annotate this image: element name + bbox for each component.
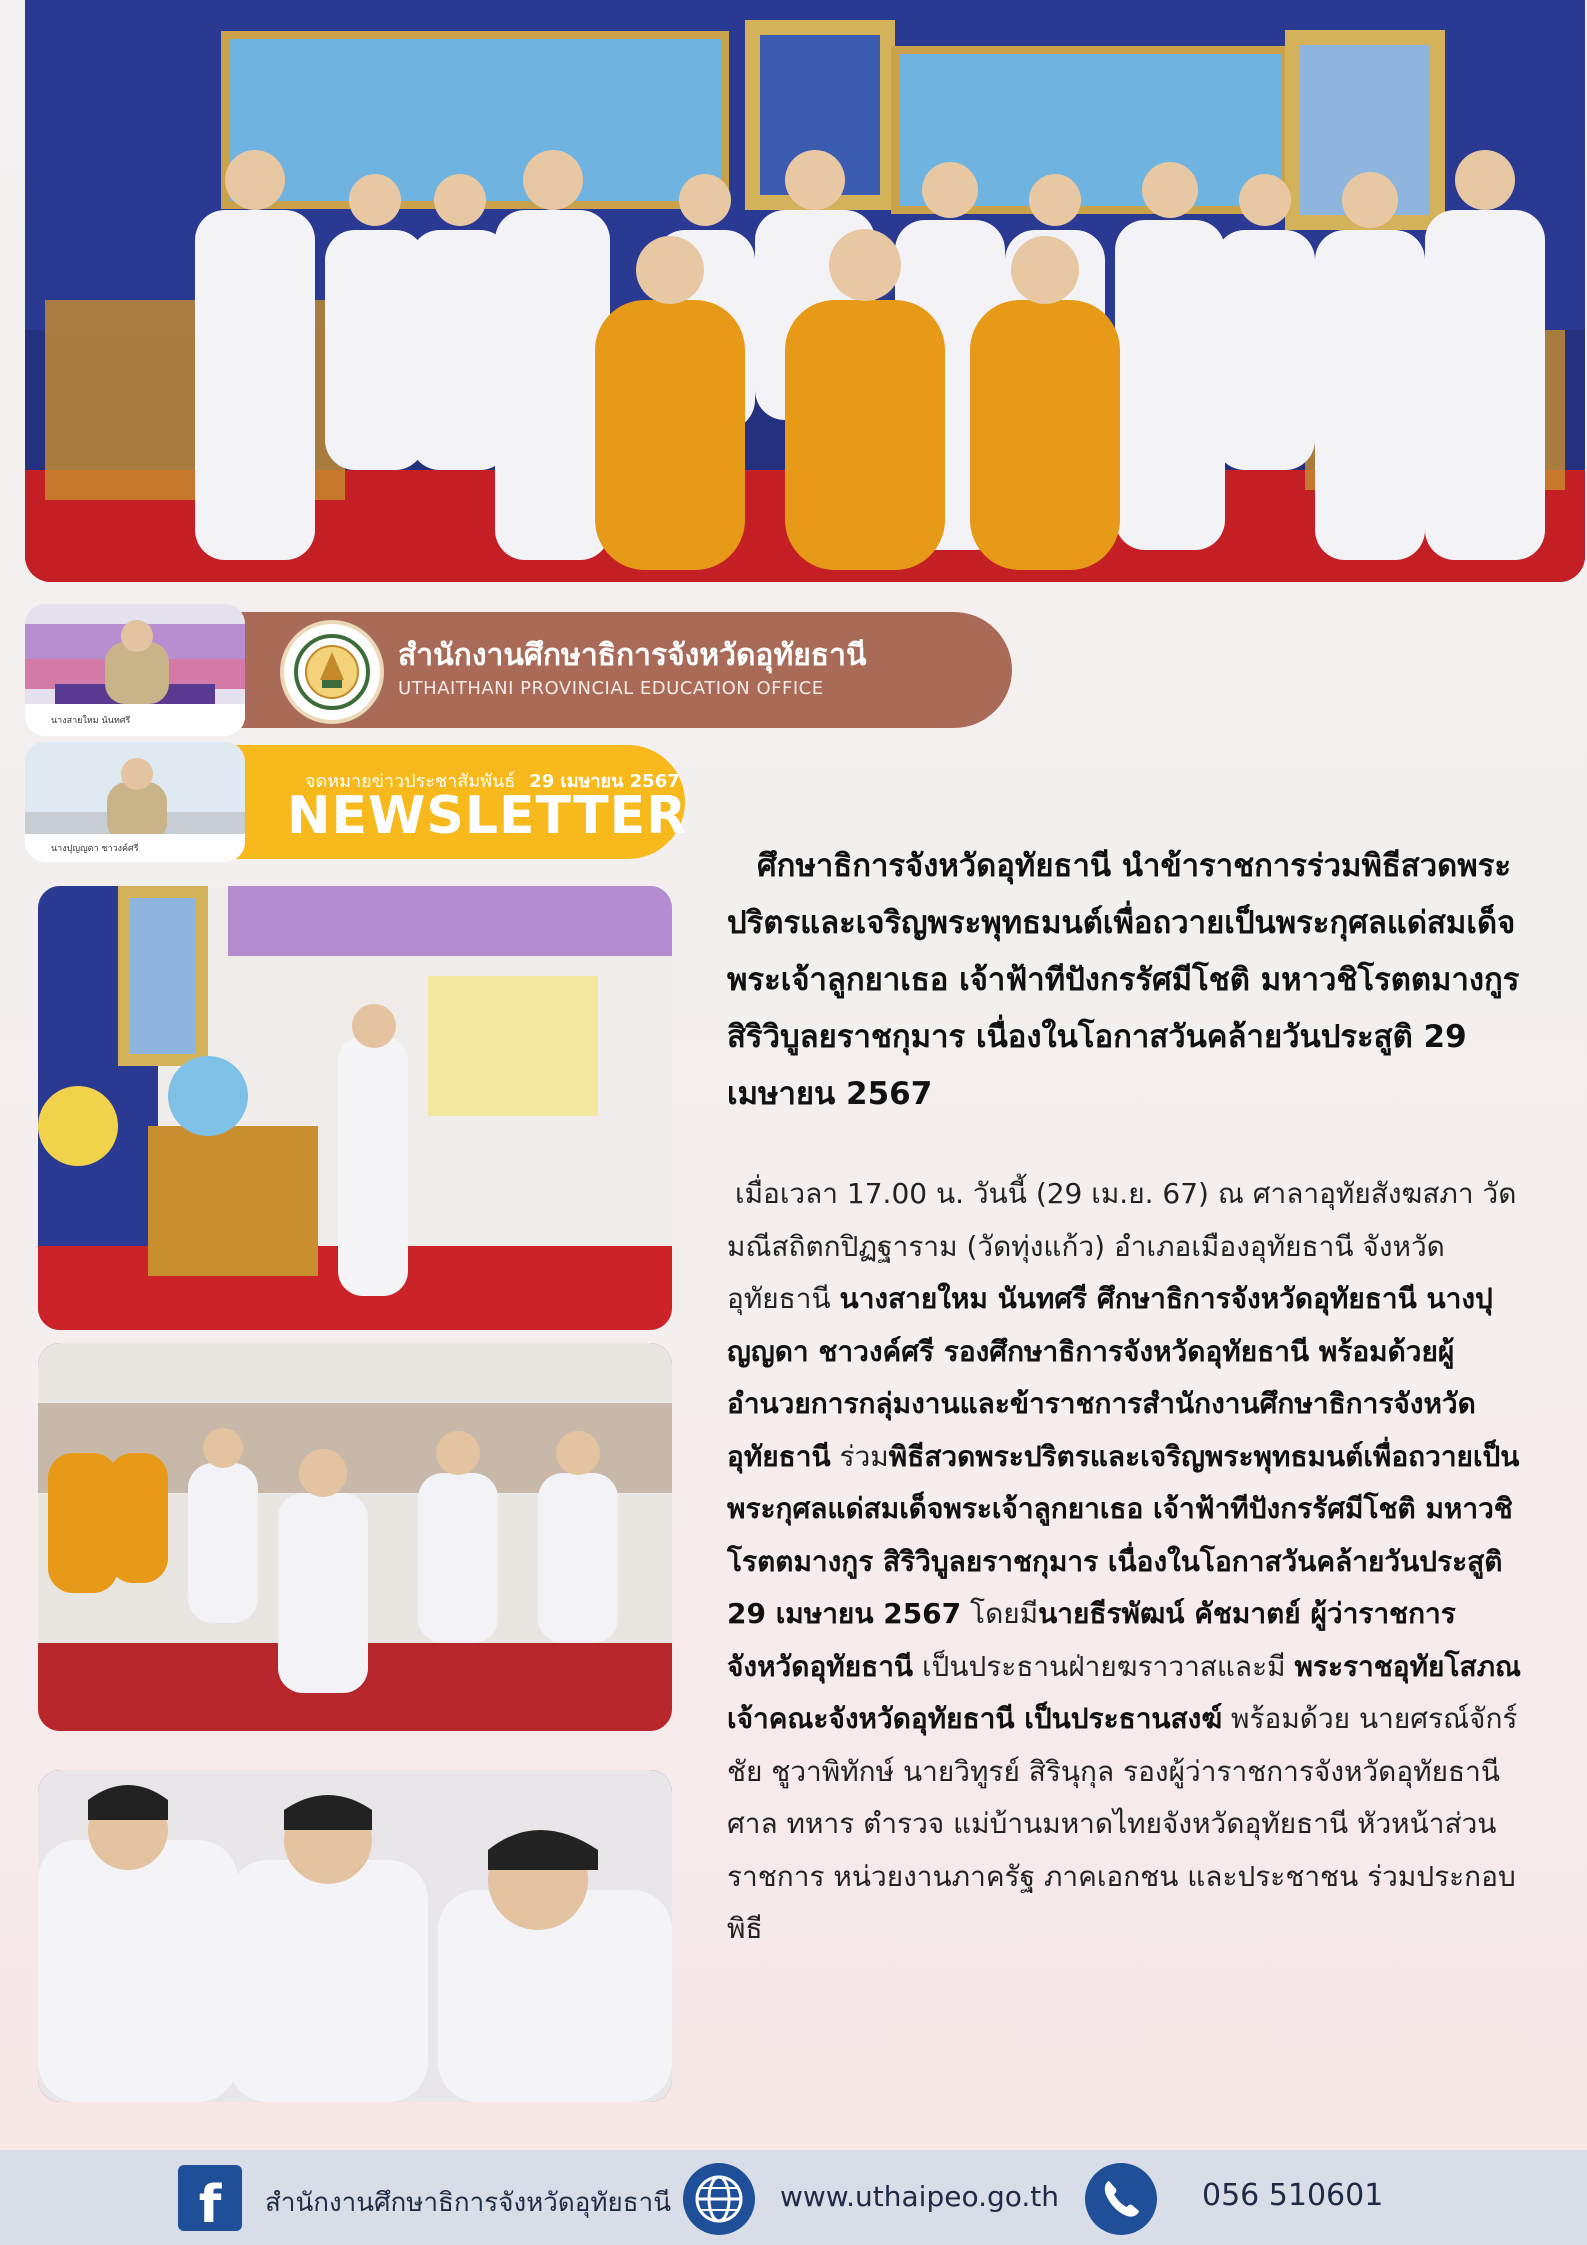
body-attendees: พร้อมด้วย นายศรณ์จักร์ชัย ชูวาพิทักษ์ นายวิทูรย์ สิรินุกุล รองผู้ว่าราชการจังหวัดอุทัยธานี ศาล ทหาร ตำรวจ แม่บ้านมหาดไทยจังหวัดอุทัยธานี หัวหน้าส่วนราชการ หน่วยงานภาครัฐ ภาคเอกชน และประชาชน ร่วมประกอบพิธี bbox=[727, 1702, 1518, 1945]
facebook-icon[interactable]: f bbox=[178, 2165, 242, 2231]
body-intro: เมื่อเวลา 17.00 น. วันนี้ (29 เม.ย. 67) ณ ศาลาอุทัยสังฆสภา วัดมณีสถิตกปิฏฐาราม (วัดทุ่งแก้ว) อำเภอเมืองอุทัยธานี จังหวัดอุทัยธานี bbox=[727, 1177, 1517, 1315]
org-seal-logo bbox=[280, 620, 384, 724]
body-monk-chair: พระราชอุทัยโสภณ เจ้าคณะจังหวัดอุทัยธานี เป็นประธานสงฆ์ bbox=[727, 1649, 1522, 1735]
deputy-thumbnail bbox=[25, 742, 245, 862]
website-link[interactable]: www.uthaipeo.go.th bbox=[780, 2180, 1060, 2213]
article-headline: ศึกษาธิการจังหวัดอุทัยธานี นำข้าราชการร่วมพิธีสวดพระปริตรและเจริญพระพุทธมนต์เพื่อถวายเป็นพระกุศลแด่สมเด็จพระเจ้าลูกยาเธอ เจ้าฟ้าทีปังกรรัศมีโชติ มหาวชิโรตตมางกูร สิริวิบูลยราชกุมาร เนื่องในโอกาสวันคล้ายวันประสูติ 29 เมษายน 2567 bbox=[727, 848, 1520, 1112]
newsletter-kicker: จดหมายข่าวประชาสัมพันธ์ bbox=[305, 771, 516, 792]
org-name-thai: สำนักงานศึกษาธิการจังหวัดอุทัยธานี bbox=[398, 638, 867, 673]
body-officials: นางสายใหม นันทศรี ศึกษาธิการจังหวัดอุทัยธานี นางปุญญดา ชาวงค์ศรี รองศึกษาธิการจังหวัดอุทัยธานี พร้อมด้วยผู้อำนวยการกลุ่มงานและข้าราชการสำนักงานศึกษาธิการจังหวัดอุทัยธานี bbox=[727, 1282, 1493, 1473]
body-ceremony: พิธีสวดพระปริตรและเจริญพระพุทธมนต์เพื่อถวายเป็นพระกุศลแด่สมเด็จพระเจ้าลูกยาเธอ เจ้าฟ้าทีปังกรรัศมีโชติ มหาวชิโรตตมางกูร สิริวิบูลยราชกุมาร เนื่องในโอกาสวันคล้ายวันประสูติ 29 เมษายน 2567 bbox=[727, 1439, 1520, 1630]
deputy-caption: นางปุญญดา ชาวงค์ศรี bbox=[43, 838, 147, 858]
ceremony-photo-3-scene bbox=[38, 1770, 672, 2102]
director-thumbnail bbox=[25, 604, 245, 736]
article-body bbox=[727, 1168, 1537, 1956]
newsletter-date: 29 เมษายน 2567 bbox=[529, 771, 680, 792]
hero-photo-scene bbox=[25, 0, 1585, 582]
body-by: โดยมี bbox=[961, 1597, 1039, 1630]
ceremony-photo-1-scene bbox=[38, 886, 672, 1330]
body-chair: เป็นประธานฝ่ายฆราวาสและมี bbox=[913, 1649, 1295, 1683]
globe-icon[interactable] bbox=[683, 2163, 755, 2235]
globe-icon-glyph bbox=[683, 2163, 755, 2235]
ceremony-photo-1 bbox=[38, 886, 672, 1330]
ceremony-photo-2-scene bbox=[38, 1343, 672, 1731]
phone-icon[interactable] bbox=[1085, 2163, 1157, 2235]
ceremony-photo-2 bbox=[38, 1343, 672, 1731]
ceremony-photo-3 bbox=[38, 1770, 672, 2102]
hero-photo bbox=[25, 0, 1585, 582]
seal-icon bbox=[292, 632, 372, 712]
body-governor: นายธีรพัฒน์ คัชมาตย์ ผู้ว่าราชการจังหวัดอุทัยธานี bbox=[727, 1597, 1456, 1683]
director-caption: นางสายใหม นันทศรี bbox=[43, 710, 138, 730]
body-join: ร่วม bbox=[830, 1439, 889, 1473]
phone-number[interactable]: 056 510601 bbox=[1202, 2178, 1384, 2213]
phone-icon-glyph bbox=[1085, 2163, 1157, 2235]
facebook-page-link[interactable]: สำนักงานศึกษาธิการจังหวัดอุทัยธานี bbox=[265, 2188, 671, 2218]
org-name-english: UTHAITHANI PROVINCIAL EDUCATION OFFICE bbox=[398, 678, 824, 699]
newsletter-title: NEWSLETTER bbox=[287, 786, 688, 846]
